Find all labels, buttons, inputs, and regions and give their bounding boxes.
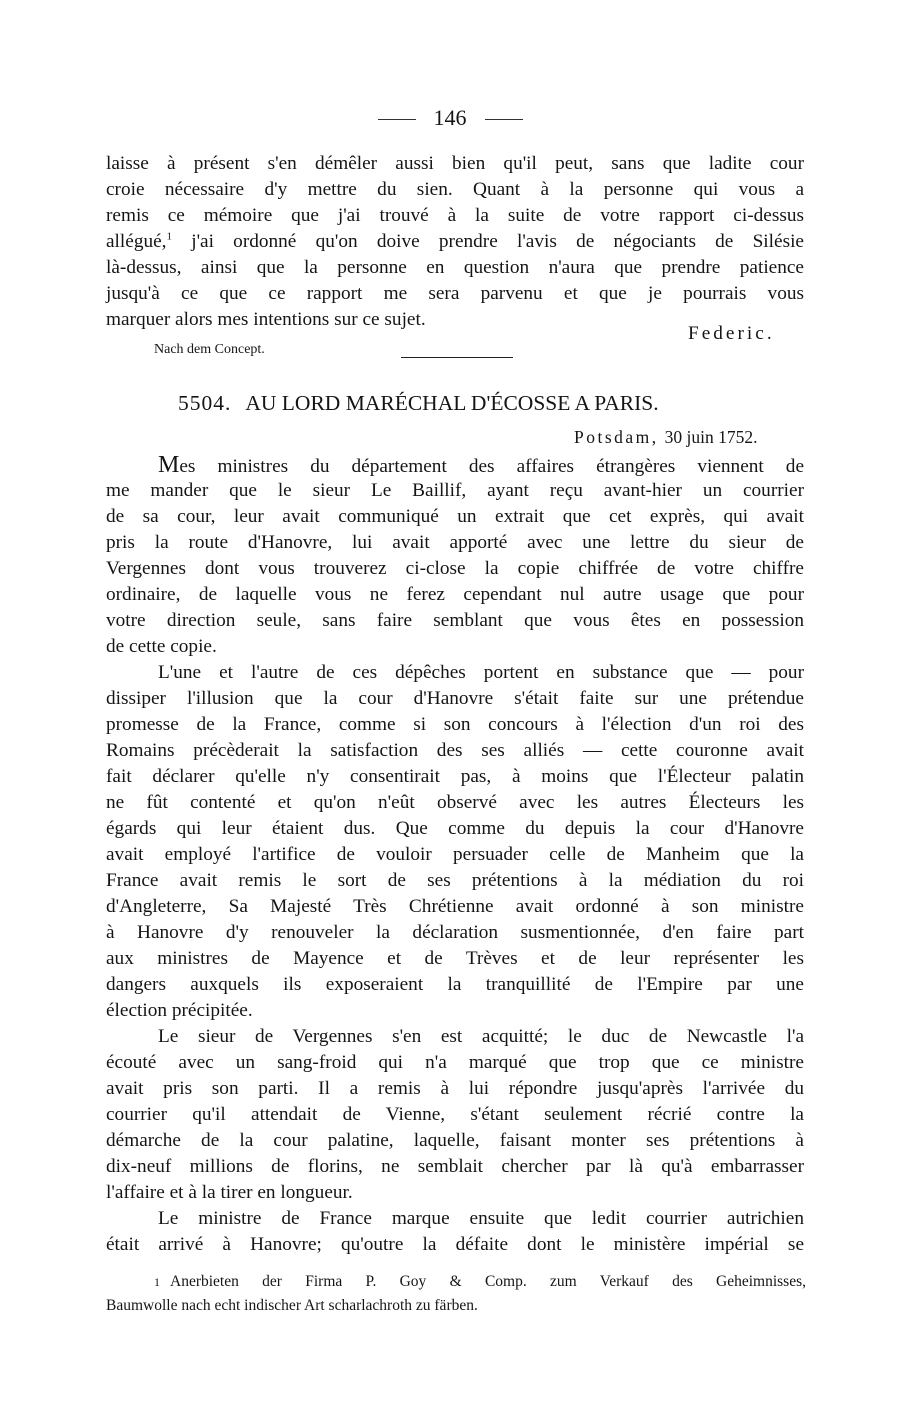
text-line: démarche de la cour palatine, laquelle, faisant monter ses prétentions à (106, 1130, 804, 1151)
text-line: de cette copie. (106, 636, 217, 657)
text-line: Romains précèderait la satisfaction des ses alliés — cette couronne avait (106, 740, 804, 761)
text-line: courrier qu'il attendait de Vienne, s'étant seulement récrié contre la (106, 1104, 804, 1125)
letter-body (106, 452, 804, 1258)
text-line: là-dessus, ainsi que la personne en question n'aura que prendre patience (106, 257, 804, 278)
footnote (106, 1270, 806, 1318)
letter-heading (178, 389, 878, 417)
text-line: Vergennes dont vous trouverez ci-close la copie chiffrée de votre chiffre (106, 558, 804, 579)
text-line: écouté avec un sang-froid qui n'a marqué que trop que ce ministre (106, 1052, 804, 1073)
initial-letter: M (158, 452, 180, 478)
letter-title: AU LORD MARÉCHAL D'ÉCOSSE A PARIS. (245, 391, 659, 415)
text-line: promesse de la France, comme si son concours à l'élection d'un roi des (106, 714, 804, 735)
footnote-reference: 1 (166, 230, 172, 243)
text-line: Le ministre de France marque ensuite que ledit courrier autrichien (158, 1208, 804, 1229)
text-line (106, 452, 804, 478)
source-note: Nach dem Concept. (154, 342, 265, 357)
text-line: croie nécessaire d'y mettre du sien. Quant à la personne qui vous a (106, 179, 804, 200)
text-line: de sa cour, leur avait communiqué un extrait que cet exprès, qui avait (106, 506, 804, 527)
text-line: avait employé l'artifice de vouloir persuader celle de Manheim que la (106, 844, 804, 865)
text-line: me mander que le sieur Le Baillif, ayant reçu avant-hier un courrier (106, 480, 804, 501)
text-line: laisse à présent s'en démêler aussi bien qu'il peut, sans que ladite cour (106, 153, 804, 174)
dateline (574, 426, 758, 448)
text-line-part: es ministres du département des affaires étrangères viennent de (179, 456, 804, 477)
text-line: France avait remis le sort de ses prétentions à la médiation du roi (106, 870, 804, 891)
previous-letter-ending (106, 151, 804, 333)
dateline-place: Potsdam, (574, 427, 659, 447)
text-line: votre direction seule, sans faire semblant que vous êtes en possession (106, 610, 804, 631)
text-line: marquer alors mes intentions sur ce sujet. (106, 309, 426, 330)
text-line: Le sieur de Vergennes s'en est acquitté; le duc de Newcastle l'a (158, 1026, 804, 1047)
text-line: dissiper l'illusion que la cour d'Hanovre s'était faite sur une prétendue (106, 688, 804, 709)
text-line: dangers auxquels ils exposeraient la tranquillité de l'Empire par une (106, 974, 804, 995)
header-dash-right (485, 119, 523, 120)
footnote-line: Baumwolle nach echt indischer Art scharlachroth zu färben. (106, 1297, 478, 1314)
text-line: dix-neuf millions de florins, ne semblait chercher par là qu'à embarrasser (106, 1156, 804, 1177)
text-line: aux ministres de Mayence et de Trèves et de leur représenter les (106, 948, 804, 969)
signature: Federic. (688, 323, 775, 344)
text-line: ne fût contenté et qu'on n'eût observé avec les autres Électeurs les (106, 792, 804, 813)
footnote-line (106, 1270, 806, 1294)
text-line: remis ce mémoire que j'ai trouvé à la suite de votre rapport ci-dessus (106, 205, 804, 226)
text-line: égards qui leur étaient dus. Que comme du depuis la cour d'Hanovre (106, 818, 804, 839)
text-line: ordinaire, de laquelle vous ne ferez cependant nul autre usage que pour (106, 584, 804, 605)
separator-rule (401, 357, 513, 358)
text-line: élection précipitée. (106, 1000, 253, 1021)
text-line: jusqu'à ce que ce rapport me sera parvenu et que je pourrais vous (106, 283, 804, 304)
footnote-marker: 1 (154, 1275, 160, 1289)
text-line: d'Angleterre, Sa Majesté Très Chrétienne avait ordonné à son ministre (106, 896, 804, 917)
text-line (106, 229, 804, 255)
text-line: L'une et l'autre de ces dépêches portent en substance que — pour (158, 662, 804, 683)
text-line-part: allégué, (106, 231, 167, 252)
footnote-text: Anerbieten der Firma P. Goy & Comp. zum Verkauf des Geheimnisses, (170, 1273, 806, 1290)
dateline-date: 30 juin 1752. (664, 427, 758, 447)
header-dash-left (378, 119, 416, 120)
text-line: avait pris son parti. Il a remis à lui répondre jusqu'après l'arrivée du (106, 1078, 804, 1099)
letter-number: 5504. (178, 391, 232, 415)
page-header (0, 104, 900, 132)
text-line: l'affaire et à la tirer en longueur. (106, 1182, 353, 1203)
text-line: fait déclarer qu'elle n'y consentirait pas, à moins que l'Électeur palatin (106, 766, 804, 787)
text-line: pris la route d'Hanovre, lui avait apporté avec une lettre du sieur de (106, 532, 804, 553)
page-number: 146 (433, 105, 467, 130)
text-line: à Hanovre d'y renouveler la déclaration susmentionnée, d'en faire part (106, 922, 804, 943)
text-line-part: j'ai ordonné qu'on doive prendre l'avis de négociants de Silésie (172, 231, 804, 252)
text-line: était arrivé à Hanovre; qu'outre la défaite dont le ministère impérial se (106, 1234, 804, 1255)
